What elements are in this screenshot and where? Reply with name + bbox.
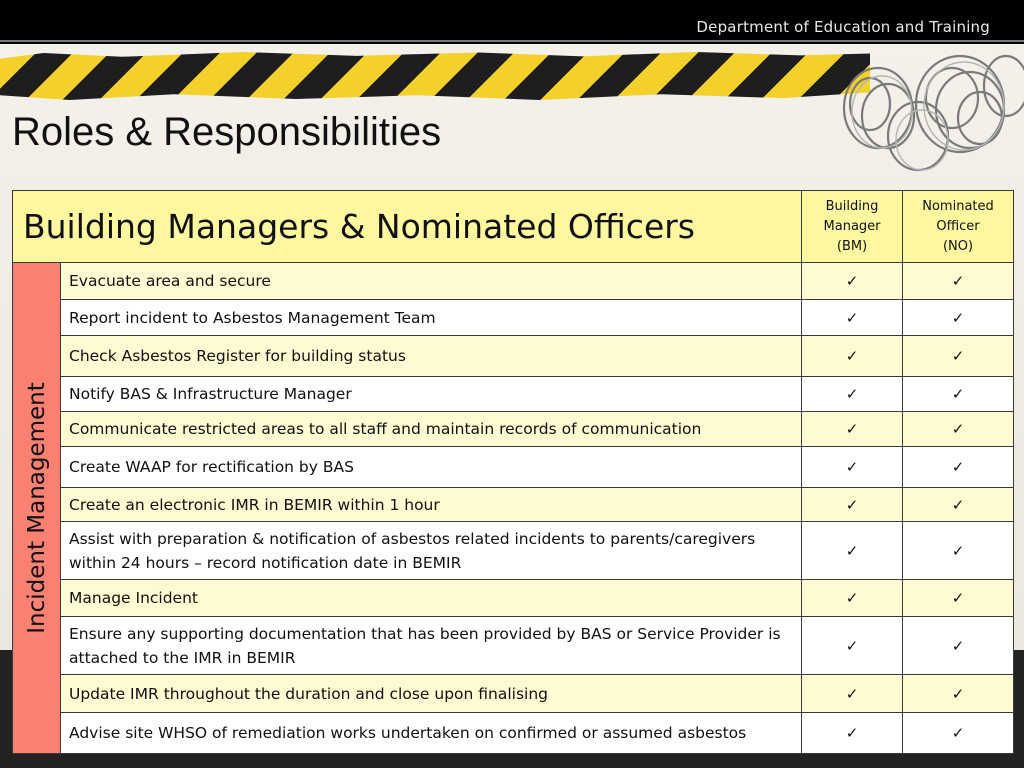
no-check-icon: ✓ (903, 447, 1014, 488)
table-row (13, 488, 1014, 522)
hazard-tape-banner (0, 52, 870, 100)
table-row (13, 675, 1014, 713)
bm-check-icon: ✓ (802, 488, 903, 522)
table-row (13, 263, 1014, 300)
column-header-no (903, 191, 1014, 263)
bm-check-icon: ✓ (802, 522, 903, 580)
table-row (13, 377, 1014, 412)
table-header-row (13, 191, 1014, 263)
bm-check-icon: ✓ (802, 580, 903, 617)
side-category-cell (13, 263, 61, 754)
task-cell: Update IMR throughout the duration and close upon finalising (61, 675, 802, 713)
bm-check-icon: ✓ (802, 617, 903, 675)
no-check-icon: ✓ (903, 713, 1014, 754)
no-check-icon: ✓ (903, 263, 1014, 300)
bm-check-icon: ✓ (802, 336, 903, 377)
task-cell: Create WAAP for rectification by BAS (61, 447, 802, 488)
side-category-label: Incident Management (23, 382, 50, 634)
no-check-icon: ✓ (903, 412, 1014, 447)
table-row (13, 713, 1014, 754)
bm-check-icon: ✓ (802, 412, 903, 447)
table-title: Building Managers & Nominated Officers (13, 191, 802, 263)
task-cell: Ensure any supporting documentation that has been provided by BAS or Service Provider is attached to the IMR in BEMIR (61, 617, 802, 675)
column-header-bm-line: Manager (823, 218, 881, 234)
bm-check-icon: ✓ (802, 263, 903, 300)
bm-check-icon: ✓ (802, 447, 903, 488)
responsibilities-table (12, 190, 1014, 754)
column-header-no-line: Nominated (922, 198, 994, 214)
column-header-bm-line: (BM) (836, 238, 868, 254)
table-row (13, 336, 1014, 377)
table-row (13, 522, 1014, 580)
task-cell: Check Asbestos Register for building status (61, 336, 802, 377)
no-check-icon: ✓ (903, 377, 1014, 412)
page-title: Roles & Responsibilities (12, 110, 442, 154)
column-header-no-line: (NO) (942, 238, 974, 254)
department-name: Department of Education and Training (696, 18, 990, 36)
task-cell: Communicate restricted areas to all staff and maintain records of communication (61, 412, 802, 447)
no-check-icon: ✓ (903, 675, 1014, 713)
table-row (13, 300, 1014, 336)
task-cell: Assist with preparation & notification of asbestos related incidents to parents/caregivers within 24 hours – record notification date in BEMIR (61, 522, 802, 580)
no-check-icon: ✓ (903, 336, 1014, 377)
task-cell: Evacuate area and secure (61, 263, 802, 300)
bm-check-icon: ✓ (802, 377, 903, 412)
column-header-bm (802, 191, 903, 263)
bm-check-icon: ✓ (802, 675, 903, 713)
task-cell: Create an electronic IMR in BEMIR within 1 hour (61, 488, 802, 522)
table-row (13, 617, 1014, 675)
task-cell: Notify BAS & Infrastructure Manager (61, 377, 802, 412)
table-row (13, 447, 1014, 488)
no-check-icon: ✓ (903, 580, 1014, 617)
column-header-bm-line: Building (825, 198, 879, 214)
column-header-no-line: Officer (936, 218, 980, 234)
no-check-icon: ✓ (903, 488, 1014, 522)
task-cell: Manage Incident (61, 580, 802, 617)
task-cell: Advise site WHSO of remediation works undertaken on confirmed or assumed asbestos (61, 713, 802, 754)
task-cell: Report incident to Asbestos Management Team (61, 300, 802, 336)
no-check-icon: ✓ (903, 617, 1014, 675)
no-check-icon: ✓ (903, 300, 1014, 336)
table-row (13, 580, 1014, 617)
table-row (13, 412, 1014, 447)
wire-coil-graphic (830, 46, 1024, 186)
no-check-icon: ✓ (903, 522, 1014, 580)
bm-check-icon: ✓ (802, 300, 903, 336)
bm-check-icon: ✓ (802, 713, 903, 754)
top-divider (0, 40, 1024, 42)
